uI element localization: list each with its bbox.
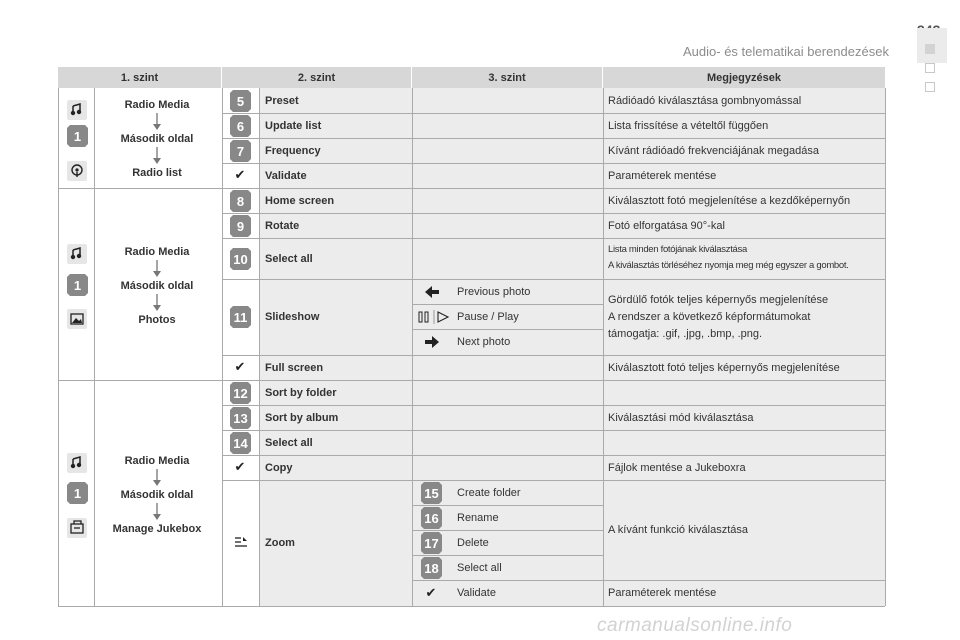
page-heading: Audio- és telematikai berendezések: [683, 44, 889, 59]
level3-label: Select all: [457, 561, 502, 574]
grid-line: [58, 380, 885, 381]
level2-label: Rotate: [265, 219, 300, 232]
header-level2: 2. szint: [222, 67, 412, 88]
watermark: carmanualsonline.info: [597, 615, 793, 636]
grid-line: [222, 430, 885, 431]
note-text: A kívánt funkció kiválasztása: [608, 524, 749, 536]
step-badge: 18: [420, 556, 443, 580]
header-notes: Megjegyzések: [603, 67, 885, 88]
chapter-marker: [925, 82, 935, 92]
note-text: Rádióadó kiválasztása gombnyomással: [608, 94, 802, 107]
grid-line: [222, 213, 885, 214]
step-badge: 15: [420, 481, 443, 505]
header-level3: 3. szint: [412, 67, 603, 88]
jukebox-icon: [66, 517, 88, 539]
level2-label: Update list: [265, 119, 322, 132]
pause-play-icon: [416, 307, 452, 329]
grid-line: [259, 88, 260, 606]
step-badge: 16: [420, 506, 443, 530]
grid-line: [885, 88, 886, 606]
step-badge: 12: [229, 381, 252, 405]
grid-line: [222, 279, 885, 280]
grid-line: [222, 163, 885, 164]
note-text: Kívánt rádióadó frekvenciájának megadása: [608, 144, 819, 157]
checkmark-icon: ✔: [234, 459, 246, 474]
level2-label: Zoom: [265, 537, 295, 549]
grid-line: [222, 238, 885, 239]
step-badge: 11: [229, 305, 252, 329]
level3-label: Rename: [457, 511, 499, 524]
grid-line: [222, 113, 885, 114]
level3-label: Previous photo: [457, 285, 531, 298]
level3-label: Delete: [457, 536, 489, 549]
level2-label: Validate: [265, 169, 307, 182]
checkmark-icon: ✔: [425, 585, 437, 600]
note-text: Fájlok mentése a Jukeboxra: [608, 461, 746, 474]
level2-label: Sort by folder: [265, 386, 337, 399]
level3-label: Create folder: [457, 486, 521, 499]
grid-line: [222, 455, 885, 456]
level2-label: Preset: [265, 94, 299, 107]
level1-path-manage-jukebox: Radio Media Második oldal Manage Jukebox: [112, 455, 202, 535]
step-badge: 8: [229, 189, 252, 213]
grid-line: [58, 606, 885, 607]
level1-badge: 1: [66, 124, 89, 148]
level2-label: Slideshow: [265, 311, 320, 323]
arrow-right-icon: [421, 332, 443, 354]
zoom-list-icon: [231, 533, 253, 555]
checkmark-icon: ✔: [234, 359, 246, 374]
note-text: Kiválasztási mód kiválasztása: [608, 411, 754, 424]
level3-label: Pause / Play: [457, 310, 519, 323]
note-text: Fotó elforgatása 90°-kal: [608, 219, 725, 232]
level3-label: Next photo: [457, 335, 511, 348]
grid-line: [603, 88, 604, 606]
note-text: Paraméterek mentése: [608, 587, 717, 599]
level1-badge: 1: [66, 273, 89, 297]
checkmark-icon: ✔: [234, 167, 246, 182]
level2-label: Select all: [265, 436, 313, 449]
note-text: Paraméterek mentése: [608, 169, 717, 182]
note-text: Lista frissítése a vételtől függően: [608, 119, 769, 132]
level2-label: Full screen: [265, 361, 324, 374]
table-body-background: [259, 88, 885, 606]
music-note-icon: [66, 243, 88, 265]
chapter-marker-active: [925, 44, 935, 54]
step-badge: 7: [229, 139, 252, 163]
header-level1: 1. szint: [58, 67, 222, 88]
level3-label: Validate: [457, 587, 496, 599]
level1-path-photos: Radio Media Második oldal Photos: [120, 246, 194, 326]
arrow-left-icon: [421, 282, 443, 304]
grid-line: [222, 480, 885, 481]
step-badge: 5: [229, 89, 252, 113]
note-text: Lista minden fotójának kiválasztása A kiválasztás törléséhez nyomja meg még egyszer a gombot.: [608, 244, 849, 271]
photo-icon: [66, 308, 88, 330]
radio-antenna-icon: [66, 160, 88, 182]
level2-label: Select all: [265, 252, 313, 265]
step-badge: 13: [229, 406, 252, 430]
step-badge: 10: [229, 247, 252, 271]
note-text: Kiválasztott fotó teljes képernyős megjelenítése: [608, 361, 840, 374]
step-badge: 6: [229, 114, 252, 138]
level2-label: Frequency: [265, 144, 321, 157]
step-badge: 14: [229, 431, 252, 455]
level1-badge: 1: [66, 481, 89, 505]
step-badge: 9: [229, 214, 252, 238]
level2-label: Copy: [265, 461, 293, 474]
level1-path-radio-list: Radio Media Második oldal Radio list: [120, 99, 194, 179]
grid-line: [222, 88, 223, 606]
grid-line: [412, 88, 413, 606]
step-badge: 17: [420, 531, 443, 555]
level2-label: Home screen: [265, 194, 335, 207]
note-text: Gördülő fotók teljes képernyős megjelenítése A rendszer a következő képformátumokat támogatja: .gif, .jpg, .bmp, .png.: [608, 294, 829, 340]
music-note-icon: [66, 99, 88, 121]
note-text: Kiválasztott fotó megjelenítése a kezdőképernyőn: [608, 194, 851, 207]
grid-line: [58, 88, 59, 606]
music-note-icon: [66, 452, 88, 474]
chapter-marker: [925, 63, 935, 73]
level2-label: Sort by album: [265, 411, 339, 424]
